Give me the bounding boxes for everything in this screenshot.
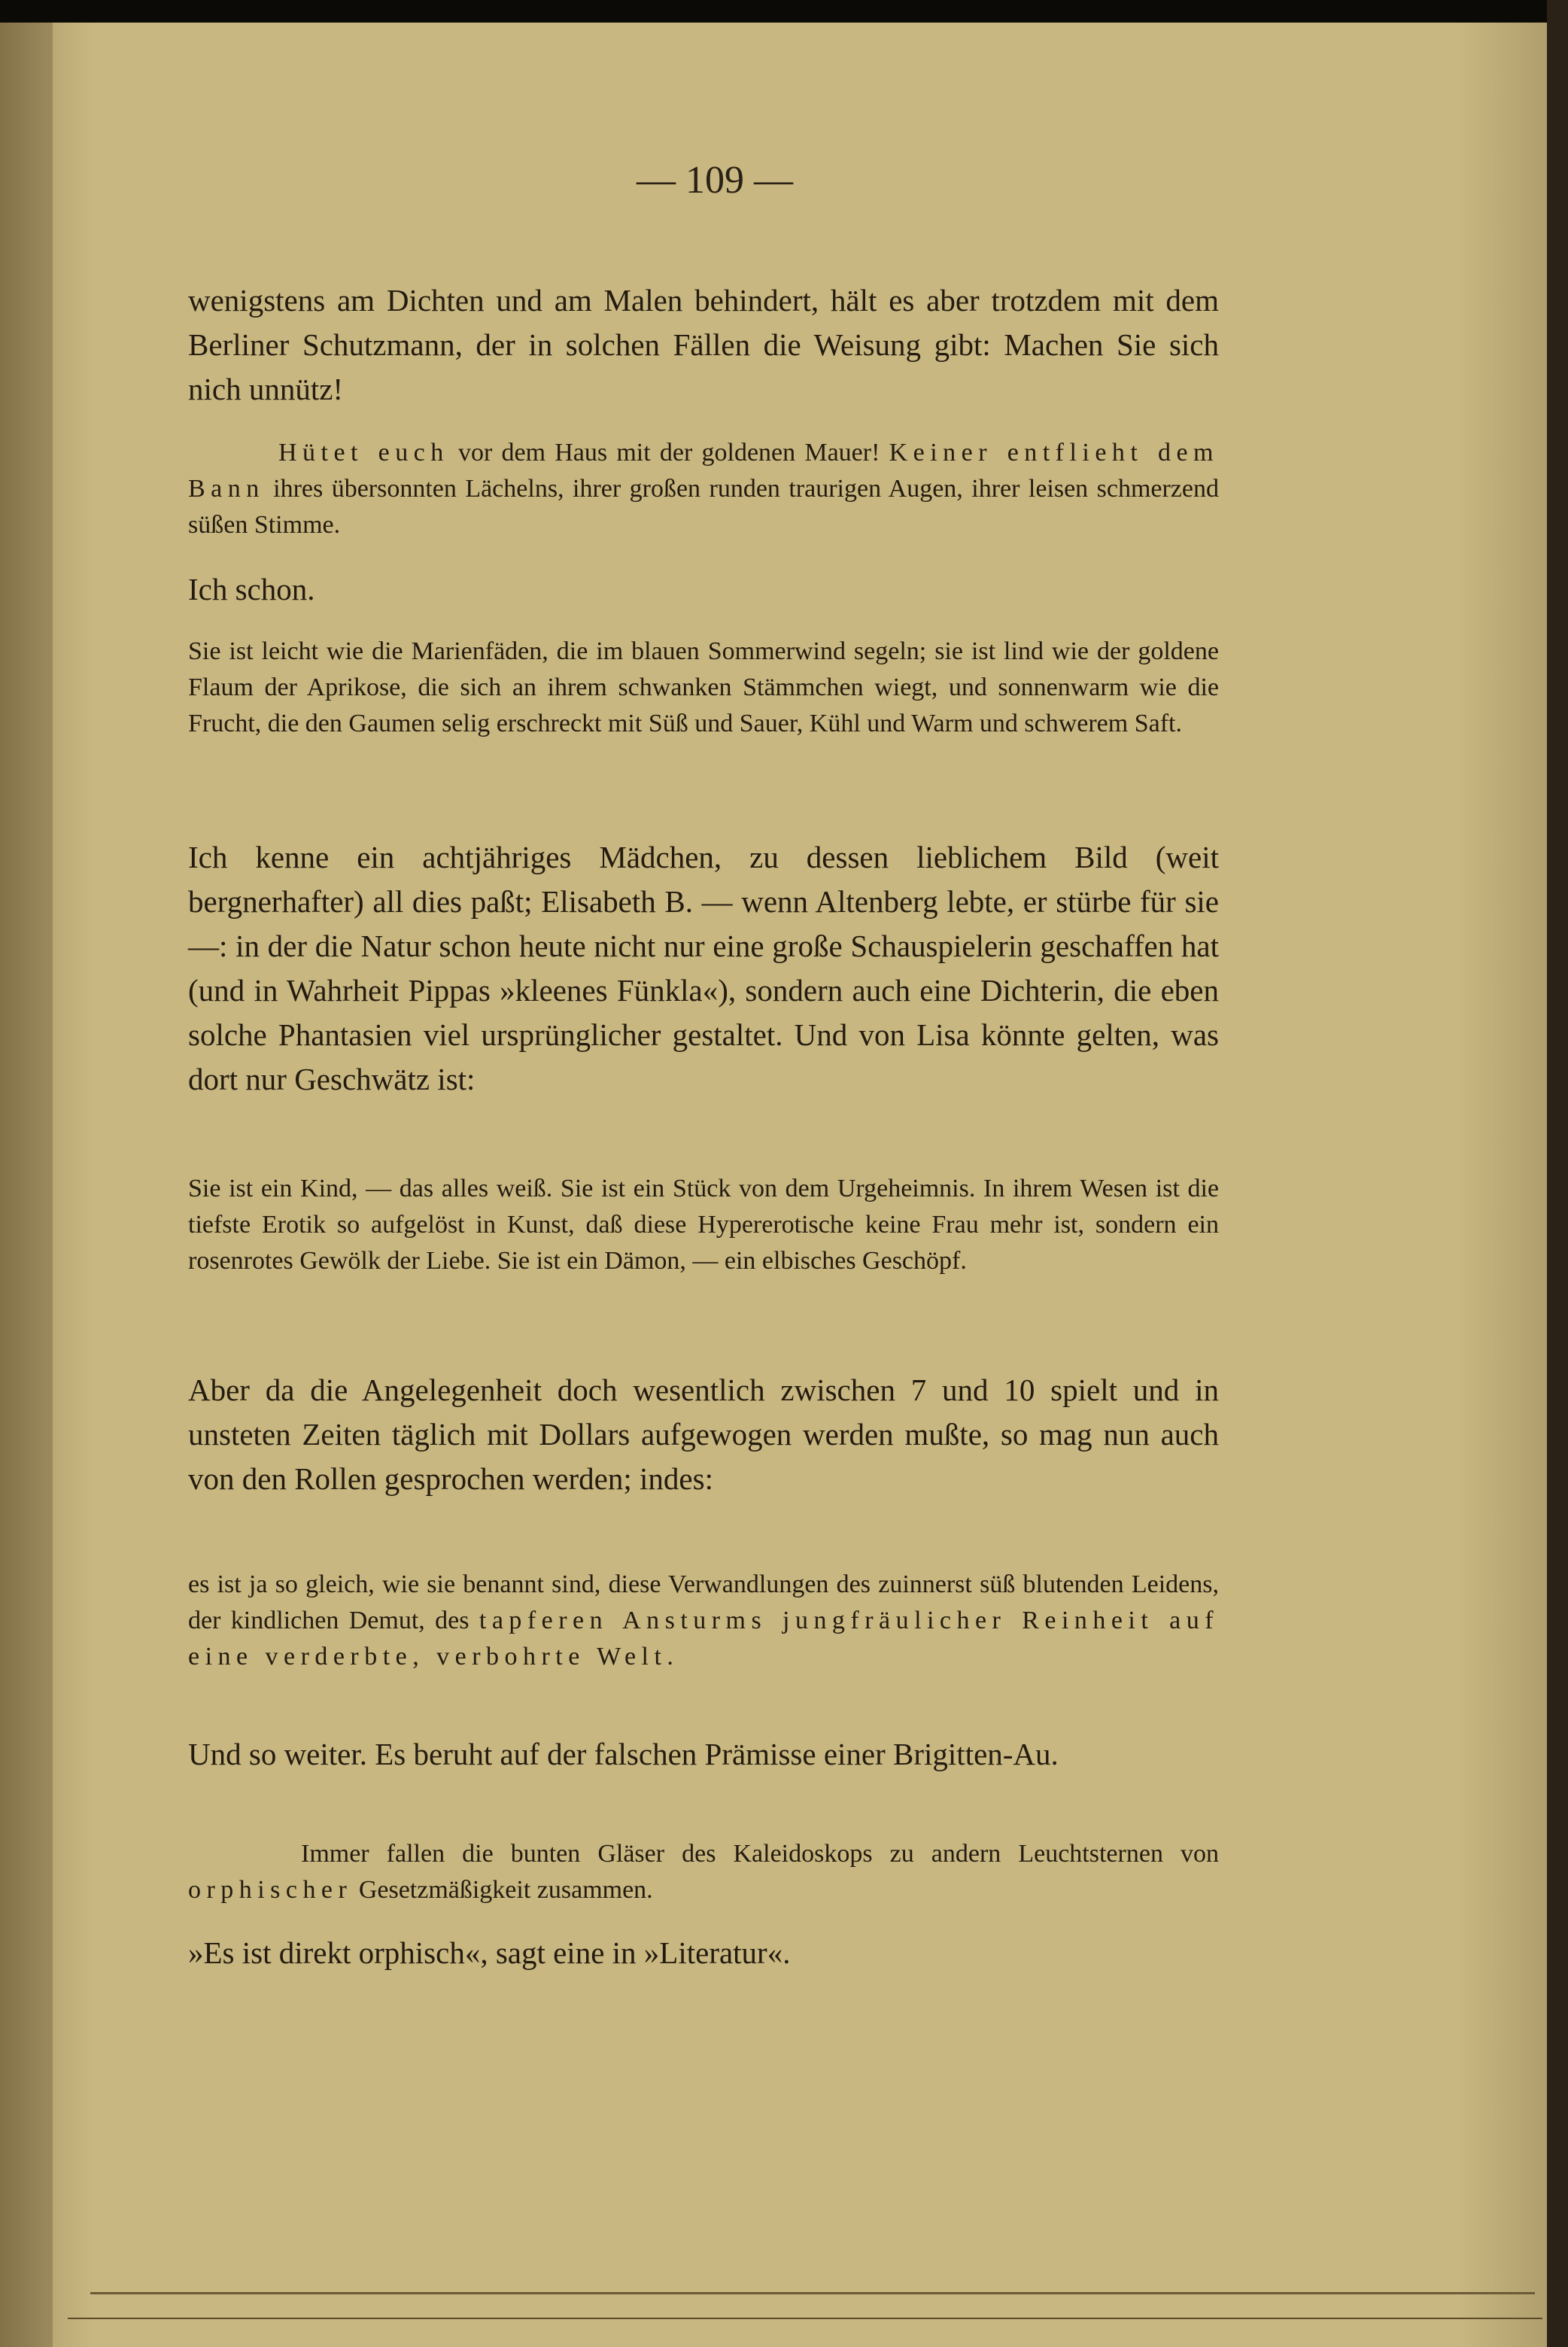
- quote-2: Sie ist leicht wie die Marienfäden, die im blauen Sommerwind segeln; sie ist lind wie der goldene Flaum der Aprikose, die sich an ihrem schwanken Stämmchen wiegt, und sonnenwarm wie die Frucht, die den Gaumen selig erschreckt mit Süß und Sauer, Kühl und Warm und schwerem Saft.: [188, 637, 1219, 737]
- paragraph-3: Ich kenne ein achtjähriges Mädchen, zu dessen lieblichem Bild (weit bergnerhafter) all dies paßt; Elisabeth B. — wenn Altenberg lebte, er stürbe für sie —: in der die Natur schon heute nicht nur eine große Schauspielerin geschaffen hat (und in Wahrheit Pippas »kleenes Fünkla«), sondern auch eine Dichterin, die eben solche Phantasien viel ursprünglicher gestaltet. Und von Lisa könnte gelten, was dort nur Geschwätz ist:: [188, 840, 1219, 1096]
- quote-1-spaced-c: Keiner entflieht dem Bann: [188, 439, 1219, 503]
- paragraph-4: Aber da die Angelegenheit doch wesentlich zwischen 7 und 10 spielt und in unsteten Zeiten täglich mit Dollars aufgewogen werden mußte, so mag nun auch von den Rollen gesprochen werden; indes:: [188, 1373, 1219, 1496]
- paragraph-6: »Es ist direkt orphisch«, sagt eine in »Literatur«.: [188, 1935, 791, 1970]
- paragraph-1: wenigstens am Dichten und am Malen behindert, hält es aber trotzdem mit dem Berliner Schutzmann, der in solchen Fällen die Weisung gibt: Machen Sie sich nich unnütz!: [188, 283, 1219, 406]
- quote-4-spaced-b: tapferen Ansturms jungfräulicher Reinheit auf eine verderbte, verbohrte Welt.: [188, 1607, 1219, 1671]
- scan-right-edge: [1547, 0, 1568, 2347]
- paragraph-2: Ich schon.: [188, 572, 315, 607]
- quote-1-spaced-a: Hütet euch: [278, 439, 449, 467]
- scan-top-edge: [0, 0, 1568, 26]
- quote-3: Sie ist ein Kind, — das alles weiß. Sie ist ein Stück von dem Urgeheimnis. In ihrem Wesen ist die tiefste Erotik so aufgelöst in Kunst, daß diese Hypererotische keine Frau mehr ist, sondern ein rosenrotes Gewölk der Liebe. Sie ist ein Dämon, — ein elbisches Geschöpf.: [188, 1175, 1219, 1275]
- quote-1: [188, 435, 1219, 543]
- page-edge-line-lower: [68, 2318, 1542, 2319]
- page-number: — 109 —: [637, 159, 793, 202]
- quote-4: [188, 1567, 1219, 1675]
- quote-5: [188, 1836, 1219, 1908]
- paragraph-5: Und so weiter. Es beruht auf der falschen Prämisse einer Brigitten-Au.: [188, 1737, 1059, 1771]
- page-edge-line: [90, 2292, 1535, 2294]
- quote-1-text-b: vor dem Haus mit der goldenen Mauer!: [448, 439, 889, 467]
- quote-5-text-a: Immer fallen die bunten Gläser des Kaleidoskops zu andern Leuchtsternen von: [301, 1840, 1219, 1868]
- page-gutter-shadow: [0, 23, 53, 2347]
- quote-4-text-a: es ist ja so gleich, wie sie benannt sind, diese Verwandlungen des zuinnerst süß blutenden Leidens, der kindlichen Demut, des: [188, 1570, 1219, 1634]
- quote-5-text-c: Gesetzmäßigkeit zusammen.: [352, 1876, 653, 1904]
- quote-5-spaced-b: orphischer: [188, 1876, 353, 1904]
- quote-1-text-d: ihres übersonnten Lächelns, ihrer großen runden traurigen Augen, ihrer leisen schmerzend süßen Stimme.: [188, 475, 1219, 539]
